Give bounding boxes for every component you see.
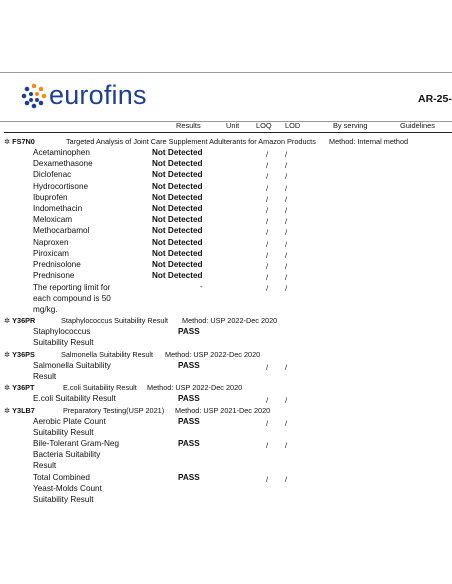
- compound-loq: /: [266, 217, 269, 226]
- compound-name: Diclofenac: [33, 170, 72, 179]
- star-icon: ✲: [4, 137, 11, 146]
- yeast-lod: /: [285, 475, 288, 484]
- bile-loq: /: [266, 441, 269, 450]
- ecoli-lod: /: [285, 396, 288, 405]
- reporting-limit-line3: mg/kg.: [33, 305, 58, 314]
- compound-result: Not Detected: [152, 260, 203, 269]
- compound-loq: /: [266, 195, 269, 204]
- star-icon: ✲: [4, 350, 11, 359]
- compound-name: Hydrocortisone: [33, 182, 89, 191]
- staph-name-line1: Staphylococcus: [33, 327, 91, 336]
- reporting-limit-lod: /: [285, 284, 288, 293]
- section-method: Method: Internal method: [329, 137, 409, 146]
- compound-lod: /: [285, 184, 288, 193]
- bile-result: PASS: [178, 439, 200, 448]
- compound-loq: /: [266, 172, 269, 181]
- compound-loq: /: [266, 206, 269, 215]
- section-title: Salmonella Suitability Result: [61, 350, 154, 359]
- salmonella-name-line1: Salmonella Suitability: [33, 361, 111, 370]
- compound-lod: /: [285, 150, 288, 159]
- compound-lod: /: [285, 240, 288, 249]
- bile-name-line2: Bacteria Suitability: [33, 450, 101, 459]
- section-code: Y36PT: [12, 383, 35, 392]
- compound-result: Not Detected: [152, 182, 203, 191]
- salmonella-name-line2: Result: [33, 372, 57, 381]
- col-guidelines: Guidelines: [400, 121, 435, 130]
- compound-lod: /: [285, 262, 288, 271]
- compound-name: Naproxen: [33, 238, 69, 247]
- col-lod: LOD: [285, 121, 301, 130]
- staph-name-line2: Suitability Result: [33, 338, 94, 347]
- yeast-result: PASS: [178, 473, 200, 482]
- compound-result: Not Detected: [152, 159, 203, 168]
- col-unit: Unit: [226, 121, 240, 130]
- salmonella-loq: /: [266, 363, 269, 372]
- section-header-y36pr: [4, 316, 35, 325]
- section-method: Method: USP 2022-Dec 2020: [182, 316, 278, 325]
- compound-name: Meloxicam: [33, 215, 73, 224]
- yeast-name-line2: Yeast-Molds Count: [33, 484, 102, 493]
- yeast-name-line3: Suitability Result: [33, 495, 94, 504]
- eurofins-logo-icon: [21, 83, 47, 109]
- compound-result: Not Detected: [152, 148, 203, 157]
- bile-name-line1: Bile-Tolerant Gram-Neg: [33, 439, 119, 448]
- section-method: Method: USP 2022-Dec 2020: [165, 350, 261, 359]
- col-loq: LOQ: [256, 121, 272, 130]
- compound-lod: /: [285, 251, 288, 260]
- report-id: AR-25-: [418, 93, 452, 105]
- reporting-limit-line2: each compound is 50: [33, 294, 111, 303]
- compound-loq: /: [266, 150, 269, 159]
- compound-lod: /: [285, 228, 288, 237]
- compound-lod: /: [285, 172, 288, 181]
- section-header-y36ps: [4, 350, 35, 359]
- compound-loq: /: [266, 240, 269, 249]
- compound-lod: /: [285, 195, 288, 204]
- salmonella-lod: /: [285, 363, 288, 372]
- section-code: Y3LB7: [12, 406, 35, 415]
- compound-loq: /: [266, 273, 269, 282]
- aerobic-result: PASS: [178, 417, 200, 426]
- ecoli-loq: /: [266, 396, 269, 405]
- compound-name: Prednisone: [33, 271, 75, 280]
- compound-loq: /: [266, 184, 269, 193]
- section-code: Y36PS: [12, 350, 35, 359]
- compound-name: Indomethacin: [33, 204, 83, 213]
- aerobic-lod: /: [285, 419, 288, 428]
- ecoli-result: PASS: [178, 394, 200, 403]
- bile-name-line3: Result: [33, 461, 57, 470]
- reporting-limit-loq: /: [266, 284, 269, 293]
- compound-name: Methocarbamol: [33, 226, 90, 235]
- compound-lod: /: [285, 217, 288, 226]
- section-method: Method: USP 2021-Dec 2020: [175, 406, 271, 415]
- section-header-y3lb7: [4, 406, 35, 415]
- section-method: Method: USP 2022-Dec 2020: [147, 383, 243, 392]
- aerobic-loq: /: [266, 419, 269, 428]
- section-title: Preparatory Testing(USP 2021): [63, 406, 165, 415]
- salmonella-result: PASS: [178, 361, 200, 370]
- section-code: Y36PR: [12, 316, 36, 325]
- compound-result: Not Detected: [152, 193, 203, 202]
- section-title: E.coli Suitability Result: [63, 383, 137, 392]
- compound-result: Not Detected: [152, 170, 203, 179]
- compound-name: Piroxicam: [33, 249, 69, 258]
- col-results: Results: [176, 121, 201, 130]
- section-code: FS7N0: [12, 137, 35, 146]
- ecoli-name-line1: E.coli Suitability Result: [33, 394, 116, 403]
- compound-loq: /: [266, 262, 269, 271]
- section-header-fs7n0: [4, 137, 35, 146]
- compound-lod: /: [285, 206, 288, 215]
- section-title: Staphylococcus Suitability Result: [61, 316, 169, 325]
- compound-result: Not Detected: [152, 226, 203, 235]
- column-header-rule: [4, 132, 452, 133]
- section-title: Targeted Analysis of Joint Care Supplement Adulterants for Amazon Products: [66, 137, 316, 146]
- yeast-name-line1: Total Combined: [33, 473, 90, 482]
- star-icon: ✲: [4, 406, 11, 415]
- logo-wordmark: eurofins: [49, 80, 147, 110]
- compound-result: Not Detected: [152, 204, 203, 213]
- reporting-limit-line1: The reporting limit for: [33, 283, 111, 292]
- col-by-serving: By serving: [333, 121, 368, 130]
- compound-name: Prednisolone: [33, 260, 81, 269]
- bile-lod: /: [285, 441, 288, 450]
- compound-result: Not Detected: [152, 249, 203, 258]
- compound-result: Not Detected: [152, 271, 203, 280]
- compound-result: Not Detected: [152, 215, 203, 224]
- compound-name: Dexamethasone: [33, 159, 93, 168]
- reporting-limit-result: -: [200, 282, 203, 291]
- yeast-loq: /: [266, 475, 269, 484]
- aerobic-name-line1: Aerobic Plate Count: [33, 417, 106, 426]
- star-icon: ✲: [4, 383, 11, 392]
- aerobic-name-line2: Suitability Result: [33, 428, 94, 437]
- compound-loq: /: [266, 161, 269, 170]
- header-top-rule: [0, 72, 452, 73]
- star-icon: ✲: [4, 316, 11, 325]
- compound-lod: /: [285, 161, 288, 170]
- compound-loq: /: [266, 228, 269, 237]
- section-header-y36pt: [4, 383, 34, 392]
- compound-name: Acetaminophen: [33, 148, 90, 157]
- compound-lod: /: [285, 273, 288, 282]
- staph-result: PASS: [178, 327, 200, 336]
- compound-result: Not Detected: [152, 238, 203, 247]
- compound-loq: /: [266, 251, 269, 260]
- compound-name: Ibuprofen: [33, 193, 68, 202]
